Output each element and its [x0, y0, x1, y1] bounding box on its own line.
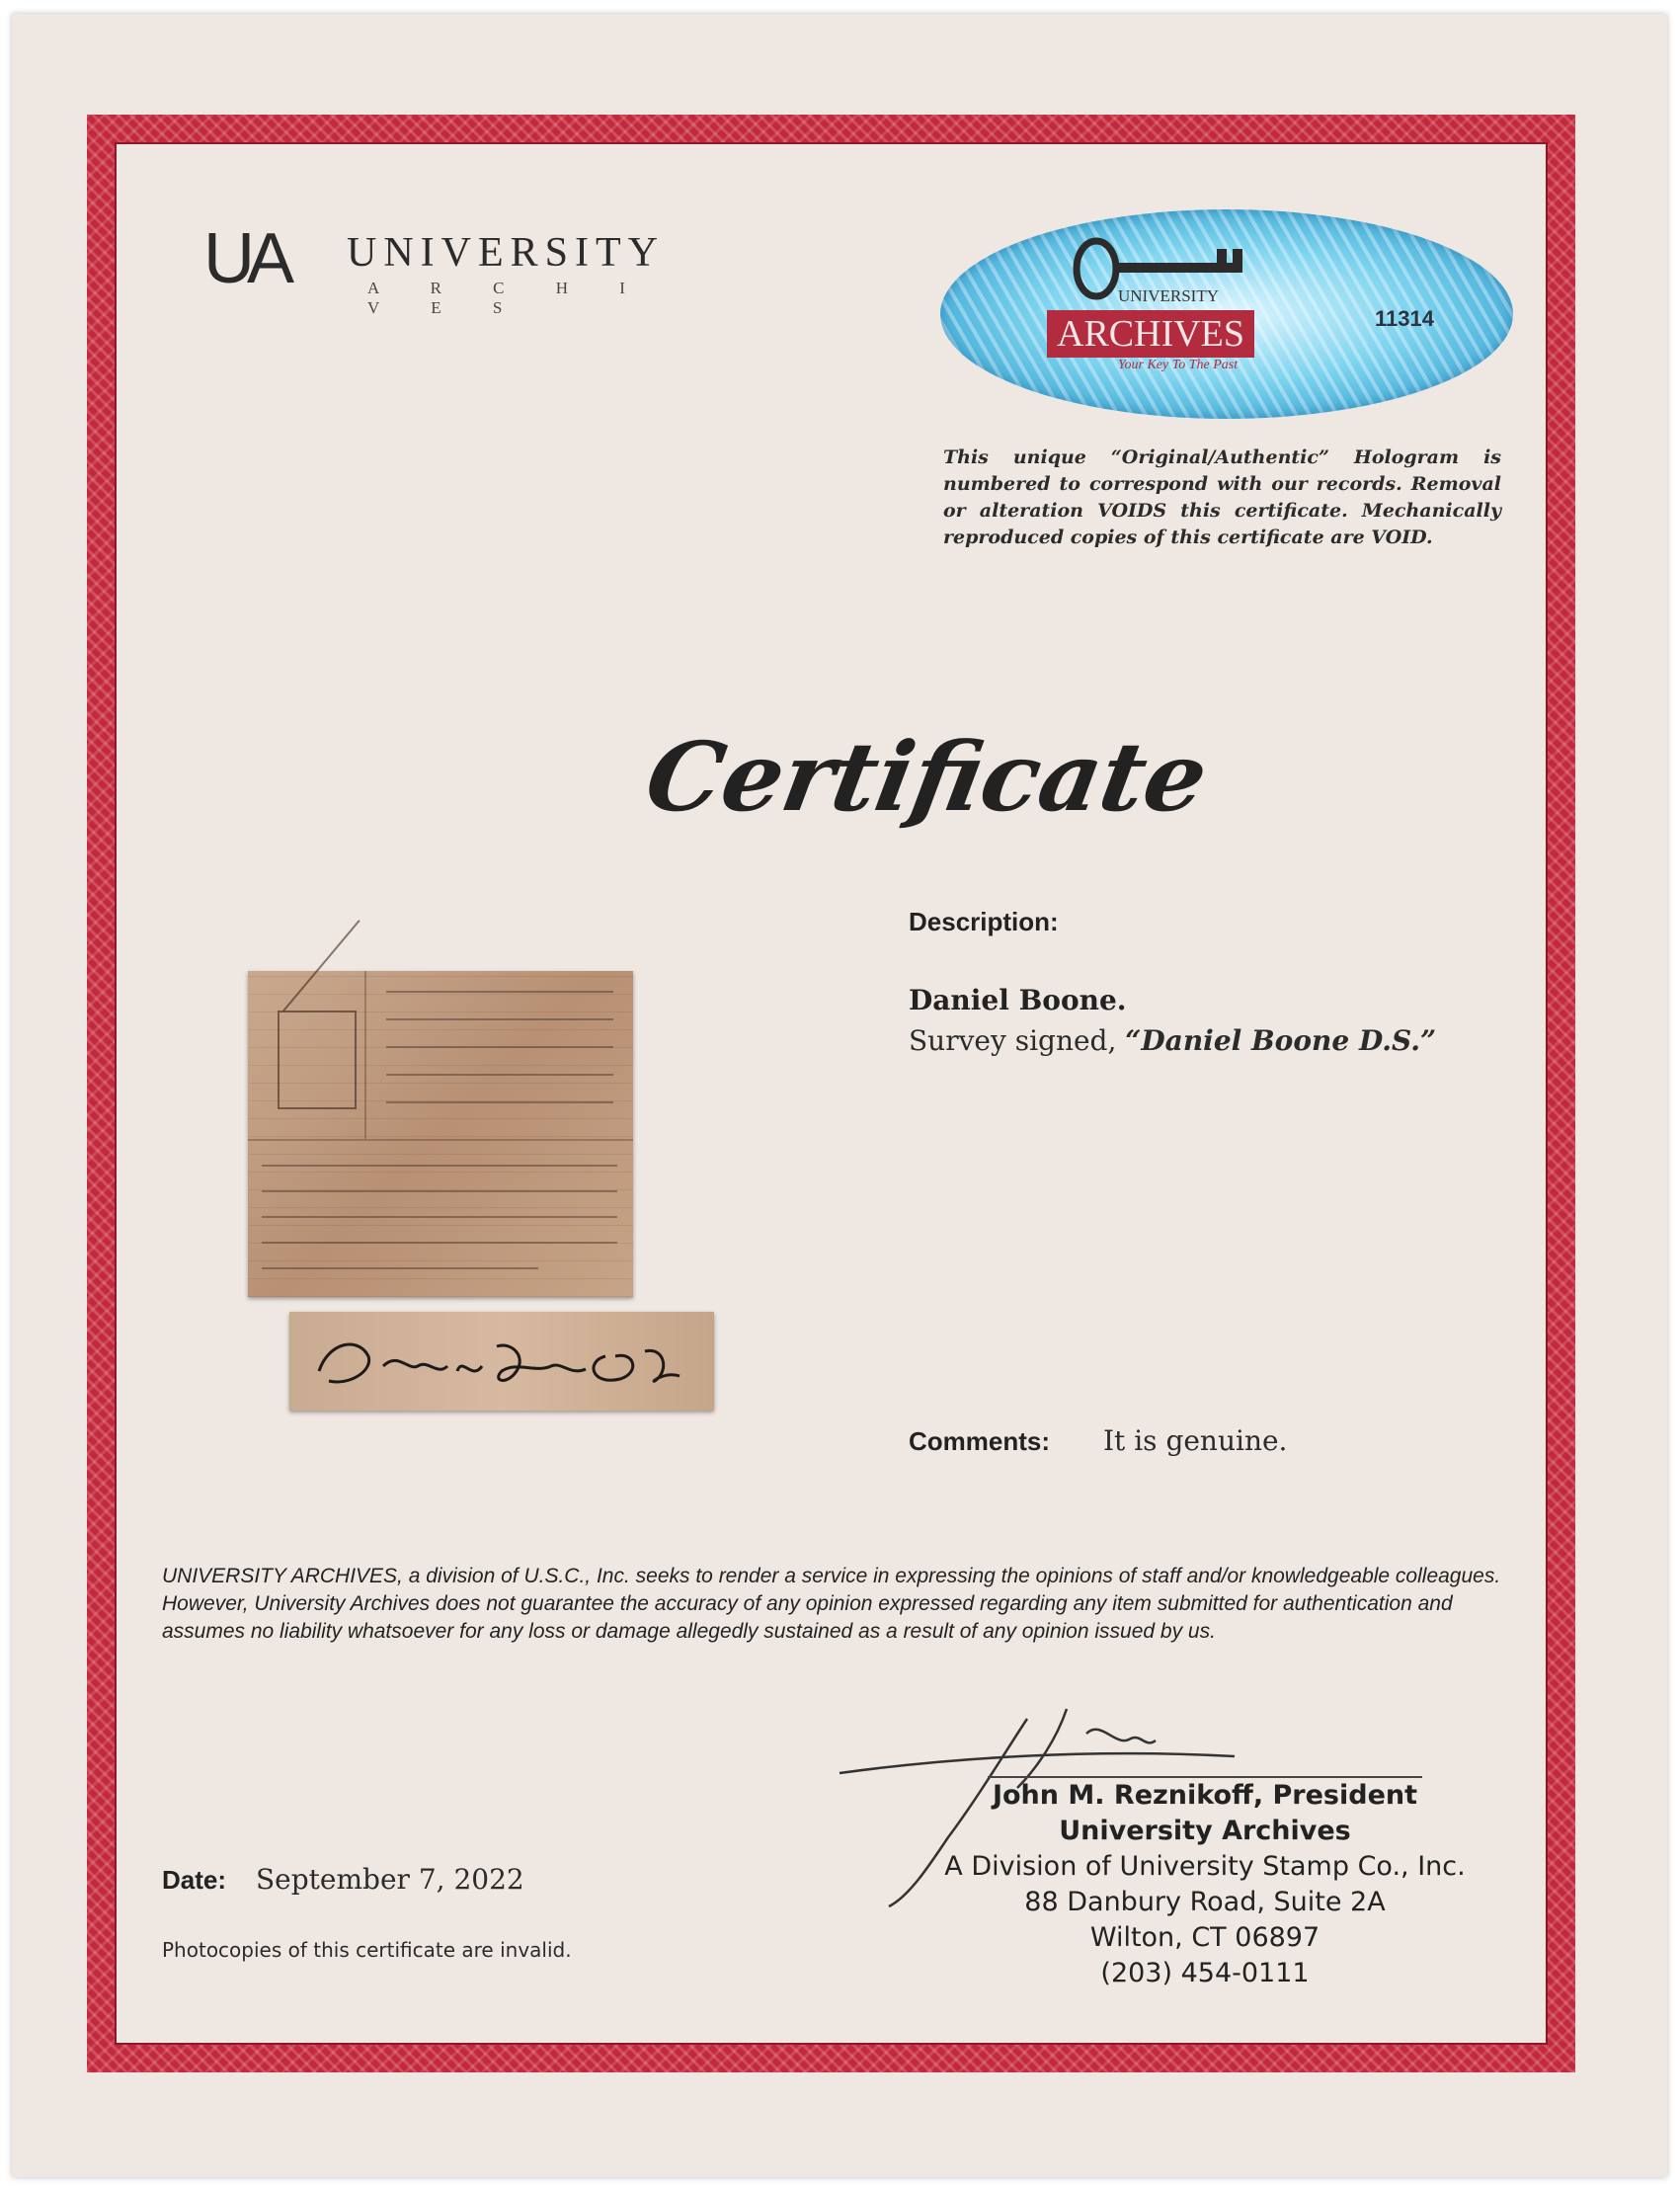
handwriting-line — [262, 1267, 538, 1269]
description-text — [909, 1024, 1436, 1057]
date-label: Date: — [162, 1865, 227, 1895]
document-fold — [364, 971, 366, 1139]
university-archives-logo — [203, 219, 678, 317]
signatory-phone: (203) 454-0111 — [1100, 1958, 1310, 1988]
comments-label: Comments: — [909, 1426, 1051, 1456]
hologram-tagline: Your Key To The Past — [1118, 358, 1239, 372]
handwriting-line — [386, 1101, 613, 1103]
handwriting-line — [386, 1046, 613, 1048]
handwriting-line — [262, 1190, 617, 1192]
description-title: Daniel Boone. — [909, 984, 1127, 1016]
hologram-university: UNIVERSITY — [1118, 286, 1219, 305]
disclaimer-text: UNIVERSITY ARCHIVES, a division of U.S.C., Inc. seeks to render a service in expressing the opinions of staff and/or knowledgeable colleagues. However, University Archives does not guarantee the accuracy of any opinion expressed regarding any item submitted for authentication and assumes no liability whatsoever for any loss or damage allegedly sustained as a result of any opinion issued by us. — [162, 1565, 1501, 1643]
signature-detail-image — [289, 1312, 714, 1411]
signatory-block — [919, 1778, 1491, 1991]
description-quote: “Daniel Boone D.S.” — [1125, 1024, 1437, 1057]
survey-plot-sketch — [278, 1011, 357, 1109]
handwriting-line — [386, 1074, 613, 1076]
certificate-title: Certificate — [638, 721, 1216, 833]
logo-mark: UA — [203, 219, 287, 298]
photocopy-note: Photocopies of this certificate are invalid. — [162, 1938, 572, 1962]
comments-text: It is genuine. — [1103, 1424, 1288, 1457]
hologram-serial-number: 11314 — [1375, 306, 1434, 331]
date-value: September 7, 2022 — [256, 1863, 524, 1896]
signatory-address-line-1: 88 Danbury Road, Suite 2A — [1024, 1887, 1386, 1917]
handwritten-signature — [289, 1312, 714, 1411]
signatory-address-line-2: Wilton, CT 06897 — [1089, 1922, 1320, 1953]
survey-document-image — [248, 971, 633, 1297]
hologram-note: This unique “Original/Authentic” Hologram is numbered to correspond with our records. Removal or alteration VOIDS this certificate. Mechanically reproduced copies of this certificate are VOID. — [943, 446, 1501, 548]
handwriting-line — [262, 1242, 617, 1244]
description-body: Survey signed, — [909, 1024, 1126, 1057]
description-label: Description: — [909, 907, 1059, 936]
hologram-archives: ARCHIVES — [1047, 310, 1254, 358]
logo-subtitle: A R C H I V E S — [367, 279, 649, 317]
document-fold — [248, 1139, 633, 1141]
signatory-division: A Division of University Stamp Co., Inc. — [944, 1851, 1466, 1882]
handwriting-line — [262, 1216, 617, 1218]
signatory-name: John M. Reznikoff, President — [992, 1780, 1418, 1811]
handwriting-line — [386, 991, 613, 993]
logo-name: UNIVERSITY — [347, 230, 665, 276]
handwriting-line — [386, 1018, 613, 1020]
handwriting-line — [262, 1165, 617, 1167]
authenticity-hologram — [940, 209, 1513, 419]
signatory-organization: University Archives — [1059, 1816, 1351, 1846]
